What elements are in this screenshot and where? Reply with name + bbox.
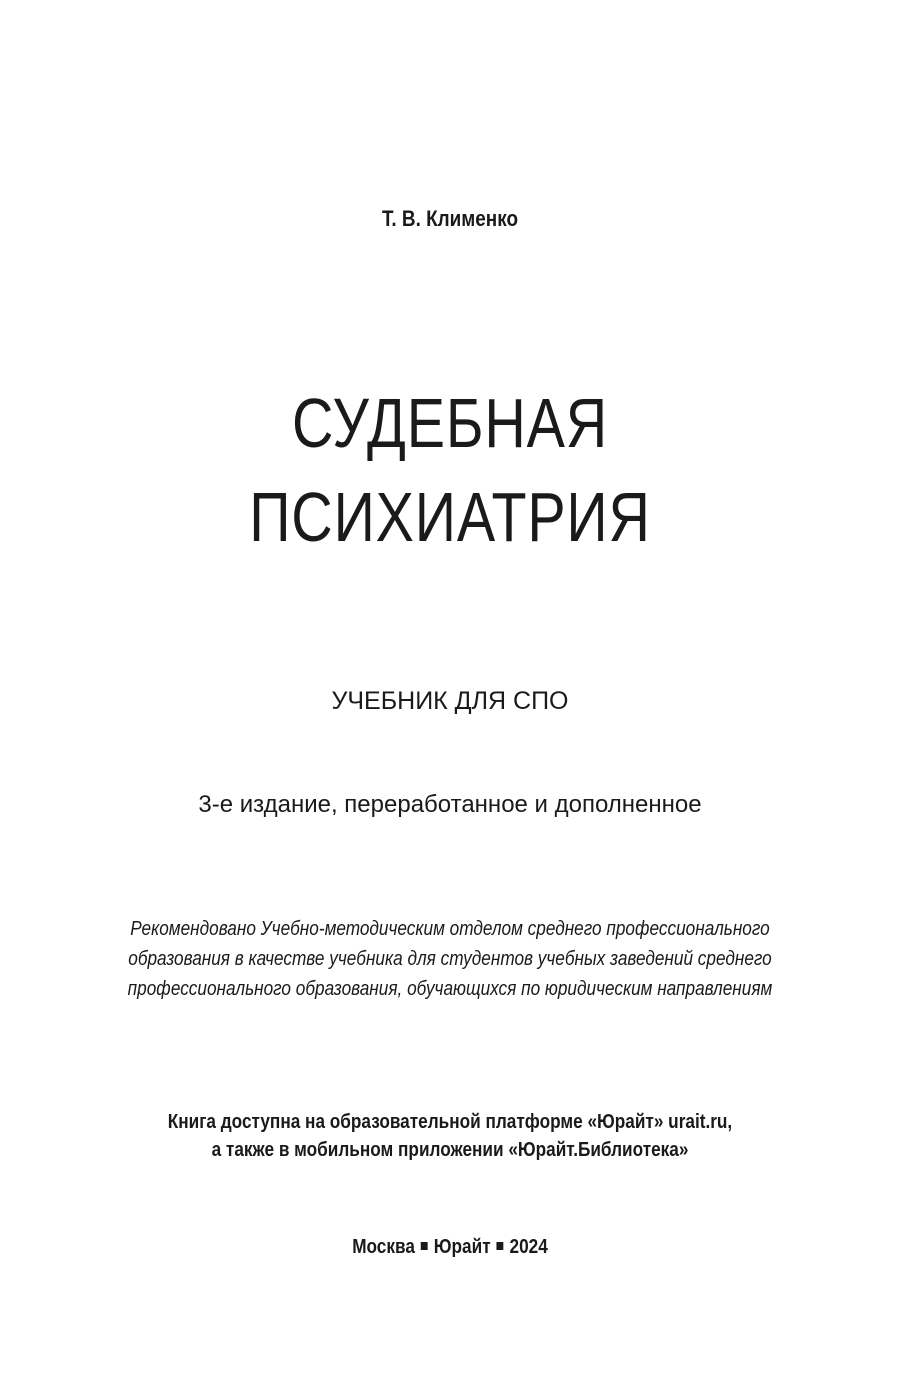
imprint-publisher: Юрайт (433, 1236, 491, 1258)
availability-note (63, 1108, 837, 1164)
author-name: Т. В. Клименко (381, 206, 519, 231)
imprint-city: Москва (352, 1236, 415, 1258)
imprint-year: 2024 (509, 1236, 548, 1258)
recommendation-line-3: профессионального образования, обучающихся по юридическим направлениям (127, 978, 773, 1000)
edition-note: 3-е издание, переработанное и дополненное (198, 791, 702, 818)
imprint (63, 1236, 837, 1259)
square-separator-icon (497, 1242, 504, 1250)
book-title (81, 376, 819, 564)
recommendation-line-2: образования в качестве учебника для студентов учебных заведений среднего (128, 948, 772, 970)
availability-line-1: Книга доступна на образовательной платформе «Юрайт» urait.ru, (167, 1111, 733, 1133)
book-title-line-2: ПСИХИАТРИЯ (249, 478, 651, 556)
square-separator-icon (421, 1242, 428, 1250)
recommendation-line-1: Рекомендовано Учебно-методическим отделом среднего профессионального (130, 918, 770, 940)
book-subtitle: УЧЕБНИК ДЛЯ СПО (331, 687, 569, 715)
book-title-line-1: СУДЕБНАЯ (291, 384, 609, 462)
recommendation-note (63, 914, 837, 1004)
availability-line-2: а также в мобильном приложении «Юрайт.Библиотека» (211, 1139, 689, 1161)
